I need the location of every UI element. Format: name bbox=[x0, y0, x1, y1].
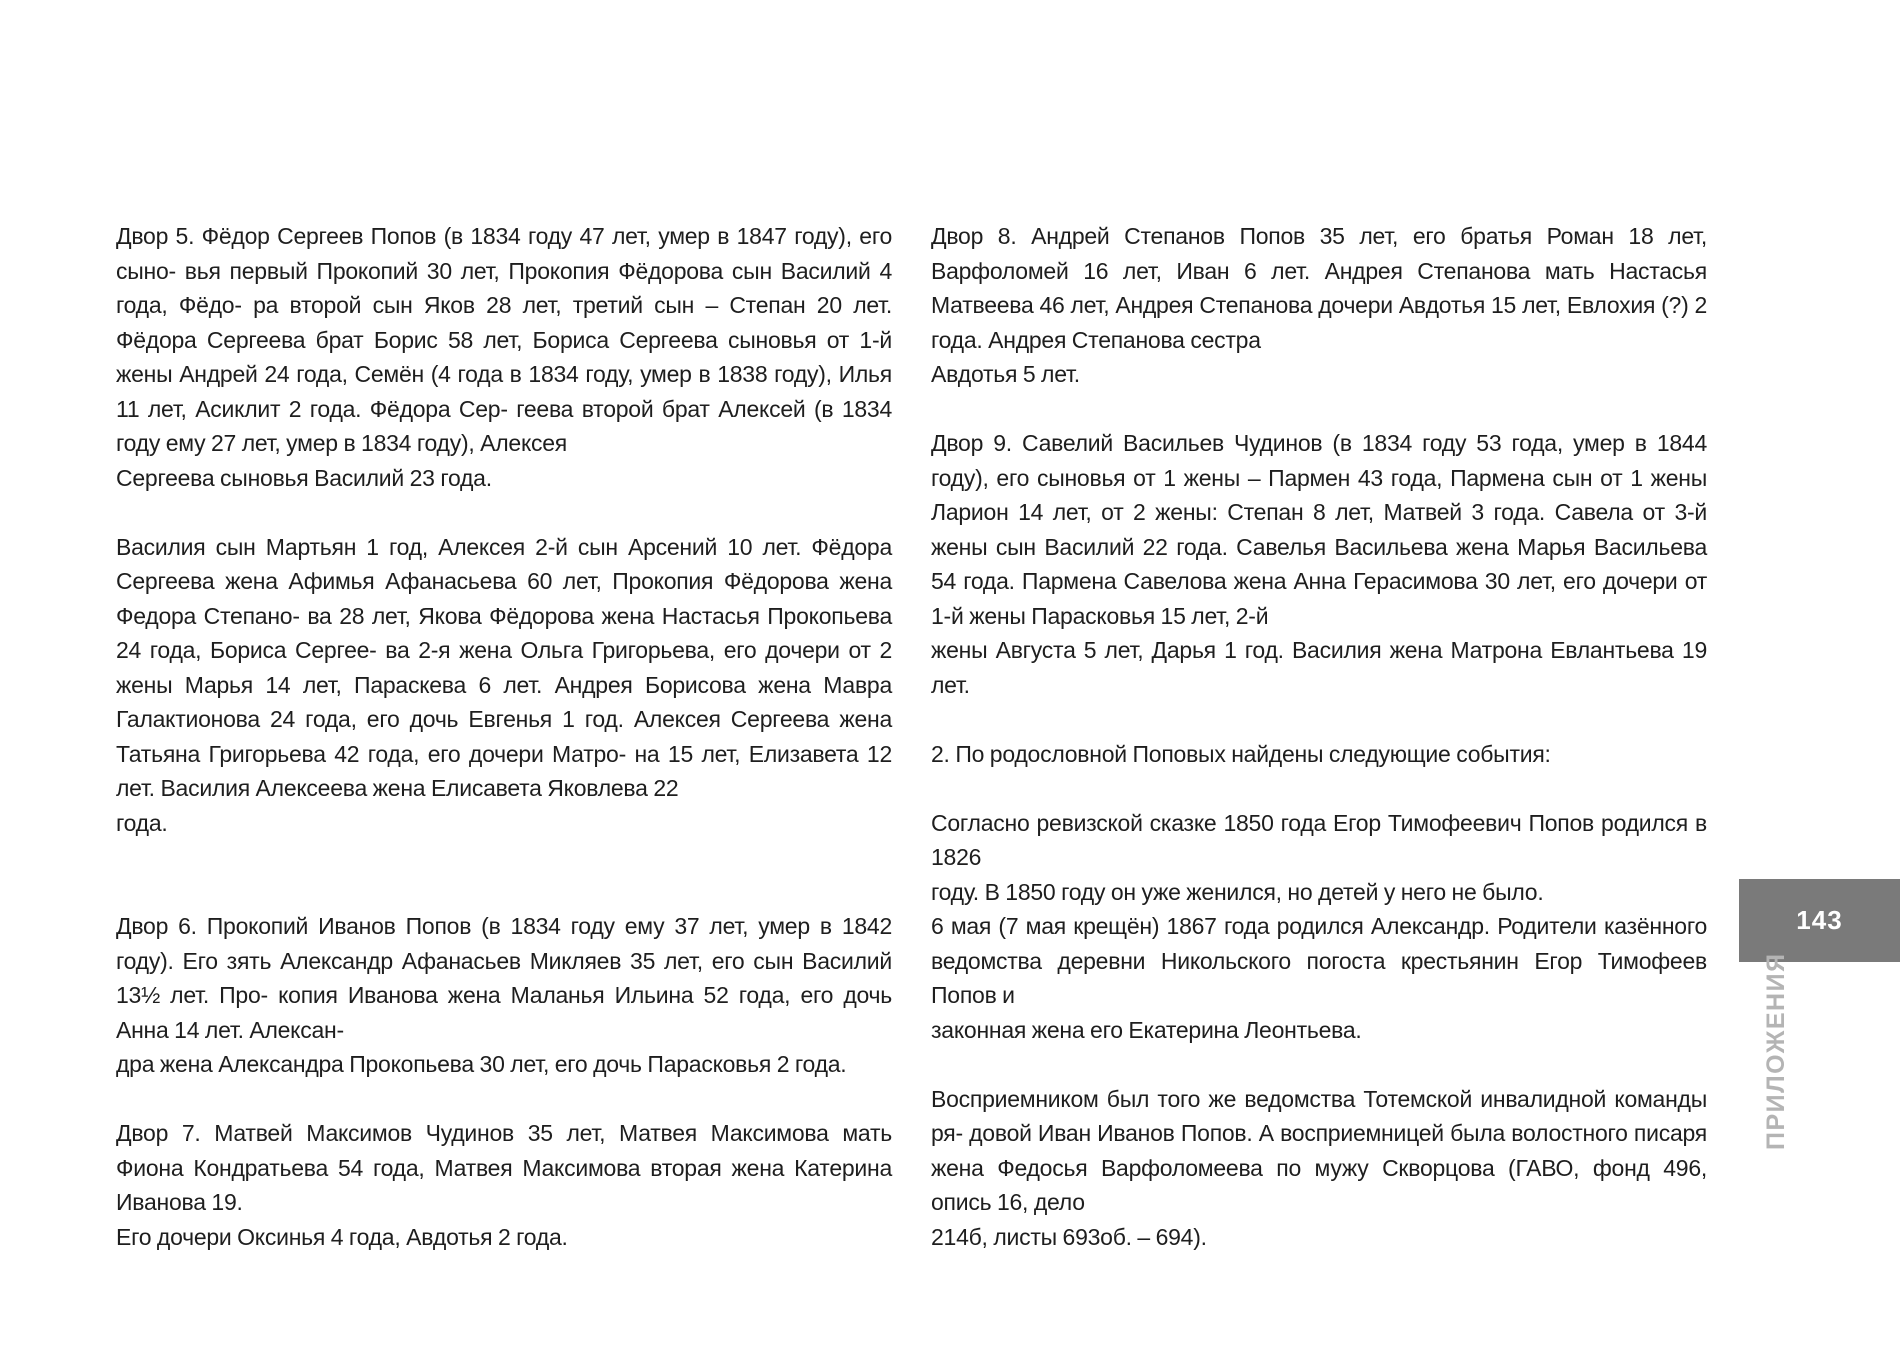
paragraph-revision-tale: Согласно ревизской сказке 1850 года Егор Тимофеевич Попов родился в 1826 году. В 1850 году он уже женился, но детей у него не было. bbox=[931, 809, 1707, 905]
page-number-tab bbox=[1739, 879, 1900, 962]
right-text-column bbox=[931, 219, 1707, 1254]
paragraph-dvor-5-continued: Василия сын Мартьян 1 год, Алексея 2-й сын Арсений 10 лет. Фёдора Сергеева жена Афимья Афанасьева 60 лет, Прокопия Фёдорова жена Федора Степано- ва 28 лет, Якова Фёдорова жена Настасья Прокопьева 24 года, Бориса Сергее- ва 2-я жена Ольга Григорьева, его дочери от 2 жены Марья 14 лет, Параскева 6 лет. Андрея Борисова жена Мавра Галактионова 24 года, его дочь Евгенья 1 год. Алексея Сергеева жена Татьяна Григорьева 42 года, его дочери Матро- на 15 лет, Елизавета 12 лет. Василия Алексеева жена Елисавета Яковлева 22 года. bbox=[116, 533, 893, 836]
left-text-column bbox=[116, 219, 892, 1254]
paragraph-dvor-9: Двор 9. Савелий Васильев Чудинов (в 1834 году 53 года, умер в 1844 году), его сыновья от 1 жены – Пармен 43 года, Пармена сын от 1 жены Ларион 14 лет, от 2 жены: Степан 8 лет, Матвей 3 года. Савела от 3-й жены сын Василий 22 года. Савелья Васильева жена Марья Васильева 54 года. Пармена Савелова жена Анна Герасимова 30 лет, его дочери от 1-й жены Парасковья 15 лет, 2-й жены Августа 5 лет, Дарья 1 год. Василия жена Матрона Евлантьева 19 лет. bbox=[931, 430, 1708, 698]
section-title-vertical: ПРИЛОЖЕНИЯ bbox=[1762, 952, 1790, 1150]
paragraph-dvor-7: Двор 7. Матвей Максимов Чудинов 35 лет, Матвея Максимова мать Фиона Кондратьева 54 года, Матвея Максимова вторая жена Катерина Иванова 19. Его дочери Оксинья 4 года, Авдотья 2 года. bbox=[116, 1120, 893, 1250]
paragraph-dvor-6: Двор 6. Прокопий Иванов Попов (в 1834 году ему 37 лет, умер в 1842 году). Его зять Александр Афанасьев Микляев 35 лет, его сын Василий 13½ лет. Про- копия Иванова жена Маланья Ильина 52 года, его дочь Анна 14 лет. Алексан- дра жена Александра Прокопьева 30 лет, его дочь Парасковья 2 года. bbox=[116, 913, 893, 1077]
page-number: 143 bbox=[1796, 905, 1843, 935]
paragraph-dvor-5: Двор 5. Фёдор Сергеев Попов (в 1834 году 47 лет, умер в 1847 году), его сыно- вья первый Прокопий 30 лет, Прокопия Фёдорова сын Василий 4 года, Фёдо- ра второй сын Яков 28 лет, третий сын – Степан 20 лет. Фёдора Сергеева брат Борис 58 лет, Бориса Сергеева сыновья от 1-й жены Андрей 24 года, Семён (4 года в 1834 году, умер в 1838 году), Илья 11 лет, Асиклит 2 года. Фёдора Сер- геева второй брат Алексей (в 1834 году ему 27 лет, умер в 1834 году), Алексея Сергеева сыновья Василий 23 года. bbox=[116, 223, 893, 491]
paragraph-godparents: Восприемником был того же ведомства Тотемской инвалидной команды ря- довой Иван Иванов Попов. А восприемницей была волостного писаря жена Федосья Варфоломеева по мужу Скворцова (ГАВО, фонд 496, опись 16, дело 214б, листы 693об. – 694). bbox=[931, 1085, 1708, 1250]
paragraph-dvor-8: Двор 8. Андрей Степанов Попов 35 лет, его братья Роман 18 лет, Варфоломей 16 лет, Иван 6 лет. Андрея Степанова мать Настасья Матвеева 46 лет, Андрея Степанова дочери Авдотья 15 лет, Евлохия (?) 2 года. Андрея Степанова сестра Авдотья 5 лет. bbox=[931, 223, 1708, 387]
paragraph-birth-record: 6 мая (7 мая крещён) 1867 года родился Александр. Родители казённого ведомства деревни Никольского погоста крестьянин Егор Тимофеев Попов и законная жена его Екатерина Леонтьева. bbox=[931, 913, 1707, 1043]
paragraph-genealogy-heading: 2. По родословной Поповых найдены следующие события: bbox=[931, 740, 1551, 767]
